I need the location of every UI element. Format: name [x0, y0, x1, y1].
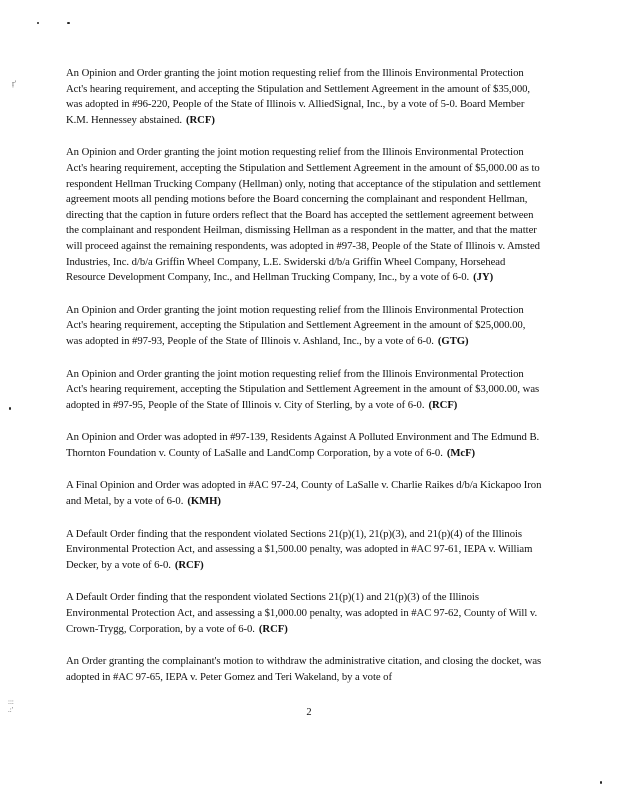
board-member-code: (KMH) [187, 495, 221, 508]
board-member-code: (McF) [446, 446, 476, 459]
scan-speck [67, 22, 70, 24]
paragraph-text: A Default Order finding that the respondent violated Sections 21(p)(1) and 21(p)(3) of the Illinois Environmental Protection Act, and assessing a $1,000.00 penalty, was adopted in #AC 97-62, County of Will v. Crown-Trygg, Corporation, by a vote of 6-0. [66, 591, 538, 635]
order-paragraph [66, 367, 544, 414]
order-paragraph [66, 654, 544, 685]
board-member-code: (RCF) [428, 398, 458, 411]
scan-speck [9, 407, 11, 410]
paragraph-text: An Order granting the complainant's motion to withdraw the administrative citation, and closing the docket, was adopted in #AC 97-65, IEPA v. Peter Gomez and Teri Wakeland, by a vote of [66, 655, 542, 683]
board-member-code: (RCF) [258, 622, 288, 635]
document-body [66, 66, 544, 702]
scan-speck [600, 781, 602, 784]
scan-mark: ŗ' [12, 79, 17, 88]
order-paragraph [66, 527, 544, 574]
paragraph-text: A Final Opinion and Order was adopted in #AC 97-24, County of LaSalle v. Charlie Raikes d/b/a Kickapoo Iron and Metal, by a vote of 6-0. [66, 479, 542, 508]
board-member-code: (JY) [473, 271, 494, 284]
order-paragraph [66, 590, 544, 637]
order-paragraph [66, 430, 544, 461]
board-member-code: (RCF) [174, 558, 204, 571]
board-member-code: (GTG) [437, 334, 469, 347]
page-number: 2 [306, 707, 312, 718]
paragraph-text: An Opinion and Order was adopted in #97-139, Residents Against A Polluted Environment and The Edmund B. Thornton Foundation v. County of LaSalle and LandComp Corporation, by a vote of 6-0. [66, 431, 540, 459]
scan-mark: ::: .:' [8, 698, 14, 714]
order-paragraph [66, 478, 544, 509]
board-member-code: (RCF) [186, 113, 215, 126]
paragraph-text: An Opinion and Order granting the joint motion requesting relief from the Illinois Environmental Protection Act's hearing requirement, accepting the Stipulation and Settlement Agreement in the amount of $5,000.00 as to respondent Hellman Trucking Company (Hellman) only, noting that acceptance of the stipulation and settlement agreement moots all pending motions before the Board concerning the complainant and respondent Hellman, directing that the caption in future orders reflect that the Board has accepted the settlement agreement between the complainant and respondent Heilman, dismissing Hellman as a respondent in the matter, and that the matter will proceed against the remaining respondents, was adopted in #97-38, People of the State of Illinois v. Amsted Industries, Inc. d/b/a Griffin Wheel Company, L.E. Swiderski d/b/a Griffin Wheel Company, Horsehead Resource Development Company, Inc., and Hellman Trucking Company, Inc., by a vote of 6-0. [66, 146, 541, 284]
scan-speck [37, 22, 39, 24]
paragraph-text: An Opinion and Order granting the joint motion requesting relief from the Illinois Environmental Protection Act's hearing requirement, accepting the Stipulation and Settlement Agreement in the amount of $25,000.00, was adopted in #97-93, People of the State of Illinois v. Ashland, Inc., by a vote of 6-0. [66, 303, 526, 347]
paragraph-text: A Default Order finding that the respondent violated Sections 21(p)(1), 21(p)(3), and 21(p)(4) of the Illinois Environmental Protection Act, and assessing a $1,500.00 penalty, was adopted in #AC 97-61, IEPA v. William Decker, by a vote of 6-0. [66, 527, 533, 571]
paragraph-text: An Opinion and Order granting the joint motion requesting relief from the Illinois Environmental Protection Act's hearing requirement, and accepting the Stipulation and Settlement Agreement in the amount of $35,000, was adopted in #96-220, People of the State of Illinois v. AlliedSignal, Inc., by a vote of 5-0. Board Member K.M. Hennessey abstained. [66, 67, 531, 126]
order-paragraph [66, 66, 544, 128]
paragraph-text: An Opinion and Order granting the joint motion requesting relief from the Illinois Environmental Protection Act's hearing requirement, accepting the Stipulation and Settlement Agreement in the amount of $3,000.00, was adopted in #97-95, People of the State of Illinois v. City of Sterling, by a vote of 6-0. [66, 367, 540, 411]
order-paragraph [66, 145, 544, 285]
order-paragraph [66, 303, 544, 350]
